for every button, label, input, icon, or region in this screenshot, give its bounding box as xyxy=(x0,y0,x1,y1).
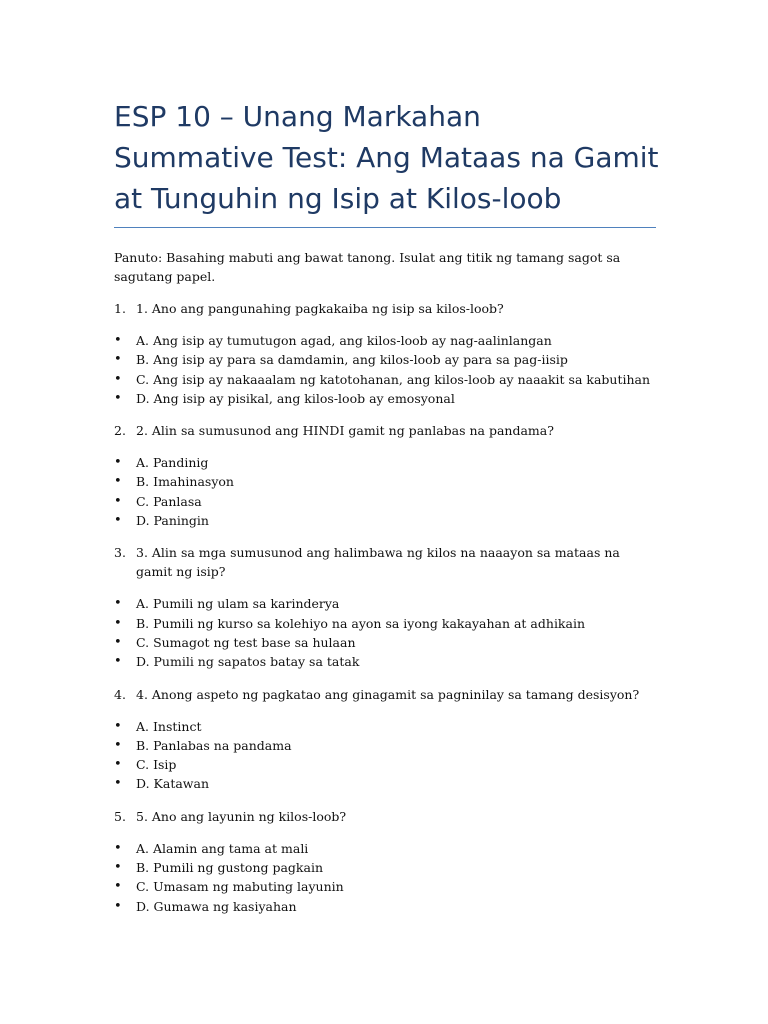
choice-item xyxy=(114,897,656,916)
choice-text: D. Paningin xyxy=(136,513,209,529)
bullet-icon: • xyxy=(114,493,122,509)
choice-text: C. Umasam ng mabuting layunin xyxy=(136,879,344,895)
question-number: 2. xyxy=(114,423,126,439)
choice-text: A. Pandinig xyxy=(136,455,209,471)
question-number: 1. xyxy=(114,301,126,316)
instructions-text: Panuto: Basahing mabuti ang bawat tanong. Isulat ang titik ng tamang sagot sa sagutang papel. xyxy=(114,250,621,284)
choice-text: D. Ang isip ay pisikal, ang kilos-loob ay emosyonal xyxy=(136,390,455,406)
choice-item xyxy=(114,594,656,613)
bullet-icon: • xyxy=(114,352,122,368)
choices-list-4 xyxy=(114,717,656,794)
question-1 xyxy=(114,299,656,318)
choice-text: A. Instinct xyxy=(136,718,202,734)
bullet-icon: • xyxy=(114,615,122,631)
choice-text: B. Ang isip ay para sa damdamin, ang kilos-loob ay para sa pag-iisip xyxy=(136,352,568,368)
choice-item xyxy=(114,652,656,671)
choice-item xyxy=(114,453,656,472)
choice-item xyxy=(114,877,656,896)
choice-text: B. Pumili ng kurso sa kolehiyo na ayon sa iyong kakayahan at adhikain xyxy=(136,615,586,631)
bullet-icon: • xyxy=(114,596,122,612)
document-title xyxy=(114,96,659,228)
choice-text: A. Pumili ng ulam sa karinderya xyxy=(136,596,340,612)
choice-text: C. Panlasa xyxy=(136,493,202,509)
bullet-icon: • xyxy=(114,840,122,856)
choices-list-5 xyxy=(114,839,656,916)
choice-item xyxy=(114,736,656,755)
choice-item xyxy=(114,717,656,736)
choice-item xyxy=(114,614,656,633)
bullet-icon: • xyxy=(114,513,122,529)
choice-item xyxy=(114,331,656,350)
bullet-icon: • xyxy=(114,879,122,895)
title-line-3: at Tunguhin ng Isip at Kilos-loob xyxy=(114,182,562,215)
choice-text: B. Panlabas na pandama xyxy=(136,737,292,753)
choice-item xyxy=(114,370,656,389)
choices-list-1 xyxy=(114,331,656,408)
choice-item xyxy=(114,492,656,511)
question-2 xyxy=(114,421,656,440)
bullet-icon: • xyxy=(114,371,122,387)
title-line-1: ESP 10 – Unang Markahan xyxy=(114,100,481,133)
question-number: 3. xyxy=(114,545,126,561)
choice-text: B. Imahinasyon xyxy=(136,474,234,490)
choice-item xyxy=(114,839,656,858)
bullet-icon: • xyxy=(114,634,122,650)
bullet-icon: • xyxy=(114,474,122,490)
choice-item xyxy=(114,350,656,369)
bullet-icon: • xyxy=(114,860,122,876)
choice-text: D. Katawan xyxy=(136,776,209,792)
bullet-icon: • xyxy=(114,390,122,406)
question-text: 1. Ano ang pangunahing pagkakaiba ng isip sa kilos-loob? xyxy=(136,301,504,316)
choice-item xyxy=(114,858,656,877)
choice-item xyxy=(114,389,656,408)
choice-item xyxy=(114,633,656,652)
question-text: 3. Alin sa mga sumusunod ang halimbawa ng kilos na naaayon sa mataas na gamit ng isip? xyxy=(136,545,620,580)
bullet-icon: • xyxy=(114,776,122,792)
question-text: 4. Anong aspeto ng pagkatao ang ginagamit sa pagninilay sa tamang desisyon? xyxy=(136,686,640,702)
choice-text: D. Gumawa ng kasiyahan xyxy=(136,898,297,914)
bullet-icon: • xyxy=(114,455,122,471)
choice-item xyxy=(114,472,656,491)
question-5 xyxy=(114,807,656,826)
choice-item xyxy=(114,755,656,774)
question-number: 5. xyxy=(114,808,126,824)
choices-list-3 xyxy=(114,594,656,671)
bullet-icon: • xyxy=(114,718,122,734)
title-line-2: Summative Test: Ang Mataas na Gamit xyxy=(114,141,659,174)
choice-item xyxy=(114,774,656,793)
bullet-icon: • xyxy=(114,898,122,914)
bullet-icon: • xyxy=(114,757,122,773)
choices-list-2 xyxy=(114,453,656,530)
question-4 xyxy=(114,685,656,704)
choice-item xyxy=(114,511,656,530)
choice-text: A. Ang isip ay tumutugon agad, ang kilos-loob ay nag-aalinlangan xyxy=(136,333,552,348)
choice-text: B. Pumili ng gustong pagkain xyxy=(136,860,324,876)
bullet-icon: • xyxy=(114,737,122,753)
document-page xyxy=(114,96,659,916)
bullet-icon: • xyxy=(114,654,122,670)
question-number: 4. xyxy=(114,686,126,702)
choice-text: D. Pumili ng sapatos batay sa tatak xyxy=(136,654,360,670)
choice-text: A. Alamin ang tama at mali xyxy=(136,840,309,856)
choice-text: C. Ang isip ay nakaaalam ng katotohanan, ang kilos-loob ay naaakit sa kabutihan xyxy=(136,371,651,387)
question-text: 2. Alin sa sumusunod ang HINDI gamit ng panlabas na pandama? xyxy=(136,423,554,439)
bullet-icon: • xyxy=(114,333,122,348)
question-3 xyxy=(114,543,656,581)
question-text: 5. Ano ang layunin ng kilos-loob? xyxy=(136,808,347,824)
choice-text: C. Sumagot ng test base sa hulaan xyxy=(136,634,356,650)
choice-text: C. Isip xyxy=(136,757,177,773)
